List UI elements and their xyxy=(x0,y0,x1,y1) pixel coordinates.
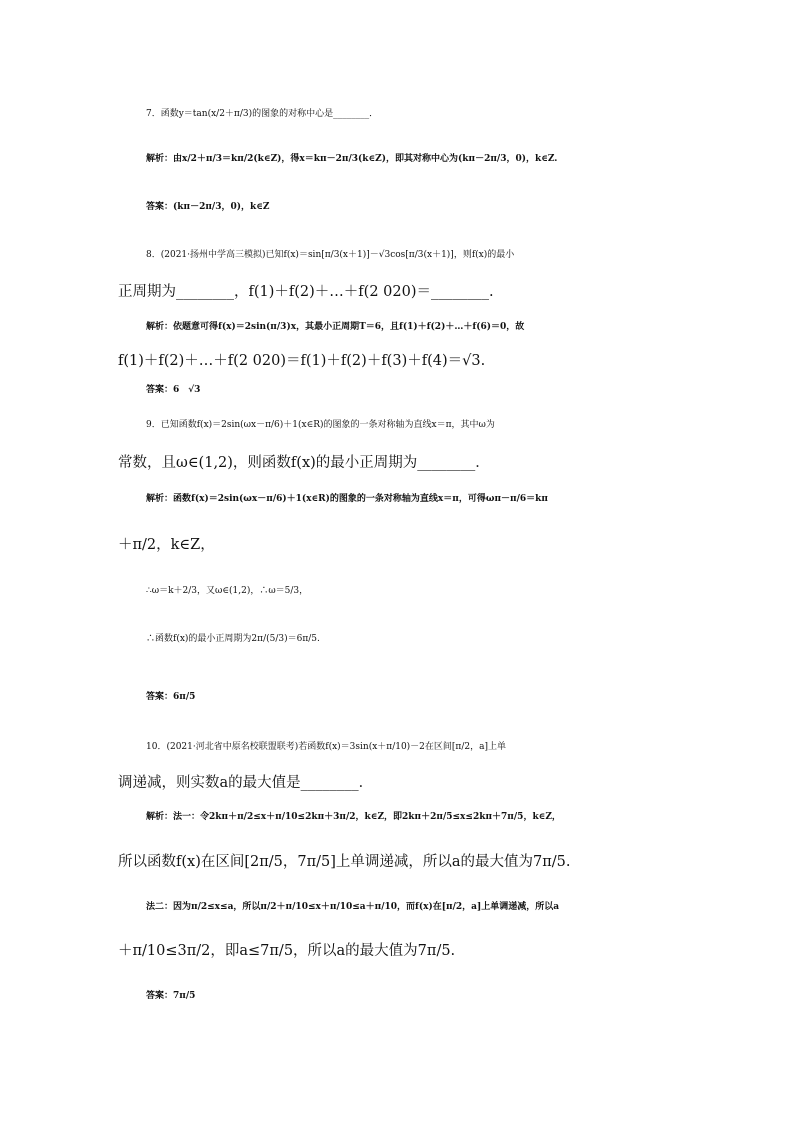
q8-stem-line-1: 8．(2021·扬州中学高三模拟)已知f(x)＝sin[π/3(x＋1)]－√3cos[π/3(x＋1)]，则f(x)的最小 xyxy=(146,250,515,260)
q10-analysis-line-1: 解析：法一：令2kπ＋π/2≤x＋π/10≤2kπ＋3π/2，k∈Z，即2kπ＋2π/5≤x≤2kπ＋7π/5，k∈Z， xyxy=(146,812,561,822)
q8-answer: 答案：6 √3 xyxy=(146,385,201,395)
q9-answer: 答案：6π/5 xyxy=(146,692,196,702)
q10-stem-line-1: 10．(2021·河北省中原名校联盟联考)若函数f(x)＝3sin(x＋π/10)－2在区间[π/2，a]上单 xyxy=(146,742,506,752)
q7-stem: 7．函数y＝tan(x/2＋π/3)的图象的对称中心是________． xyxy=(146,109,379,119)
q8-stem-line-2: 正周期为________，f(1)＋f(2)＋…＋f(2 020)＝________. xyxy=(118,284,494,300)
q10-analysis-line-2: 所以函数f(x)在区间[2π/5，7π/5]上单调递减，所以a的最大值为7π/5. xyxy=(118,854,571,870)
q9-analysis-line-4: ∴函数f(x)的最小正周期为2π/(5/3)＝6π/5. xyxy=(146,634,320,644)
q8-analysis-line-1: 解析：依题意可得f(x)＝2sin(π/3)x，其最小正周期T＝6，且f(1)＋f(2)＋…＋f(6)＝0，故 xyxy=(146,322,525,332)
q9-analysis-line-3: ∴ω＝k＋2/3，又ω∈(1,2)，∴ω＝5/3， xyxy=(146,586,309,596)
q9-analysis-line-1: 解析：函数f(x)＝2sin(ωx－π/6)＋1(x∈R)的图象的一条对称轴为直线x＝π，可得ωπ－π/6＝kπ xyxy=(146,494,548,504)
q9-stem-line-2: 常数，且ω∈(1,2)，则函数f(x)的最小正周期为________． xyxy=(118,455,490,471)
q10-method2-line-2: ＋π/10≤3π/2，即a≤7π/5，所以a的最大值为7π/5. xyxy=(118,943,456,959)
q10-stem-line-2: 调递减，则实数a的最大值是________． xyxy=(118,775,374,791)
q7-analysis: 解析：由x/2＋π/3＝kπ/2(k∈Z)，得x＝kπ－2π/3(k∈Z)，即其对称中心为(kπ－2π/3，0)，k∈Z. xyxy=(146,154,558,164)
q8-analysis-line-2: f(1)＋f(2)＋…＋f(2 020)＝f(1)＋f(2)＋f(3)＋f(4)＝√3. xyxy=(118,353,486,369)
q9-stem-line-1: 9．已知函数f(x)＝2sin(ωx－π/6)＋1(x∈R)的图象的一条对称轴为直线x＝π，其中ω为 xyxy=(146,420,495,430)
q9-analysis-line-2: ＋π/2，k∈Z， xyxy=(118,537,215,553)
q10-method2-line-1: 法二：因为π/2≤x≤a，所以π/2＋π/10≤x＋π/10≤a＋π/10，而f(x)在[π/2，a]上单调递减，所以a xyxy=(146,902,560,912)
q7-answer: 答案：(kπ－2π/3，0)，k∈Z xyxy=(146,202,270,212)
q10-answer: 答案：7π/5 xyxy=(146,991,196,1001)
